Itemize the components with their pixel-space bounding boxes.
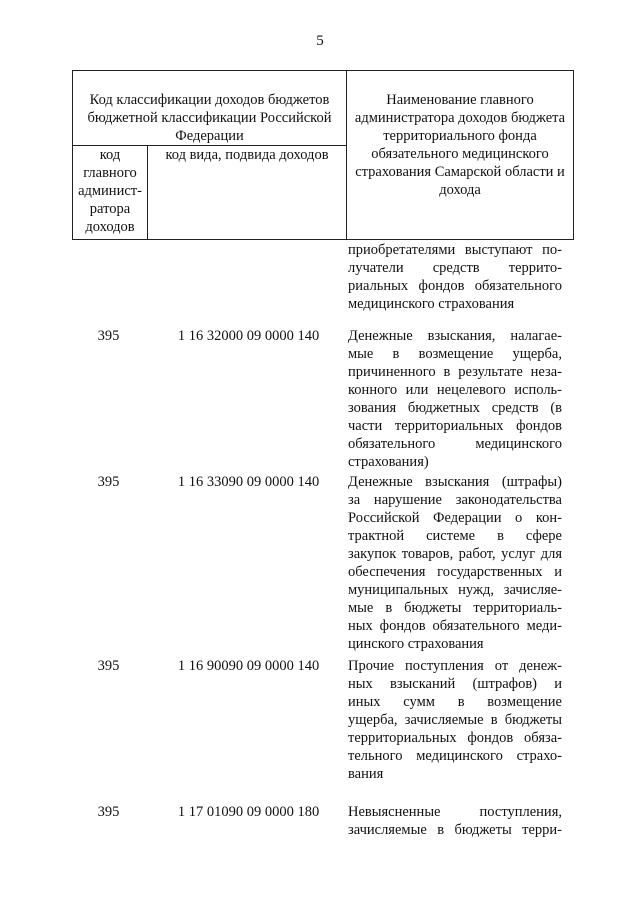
name-line: ных взысканий (штрафов) и (348, 676, 562, 692)
name-line: обязательного медицинского (348, 436, 562, 452)
admin-code-cell: 395 (97, 658, 120, 674)
name-line: иных сумм в возмещение (348, 694, 562, 710)
name-line: Денежные взыскания (штрафы) (348, 474, 562, 490)
name-line: обеспечения государственных и (348, 564, 562, 580)
name-line: закупок товаров, работ, услуг для (348, 546, 562, 562)
name-line: трактной системе в сфере (348, 528, 562, 544)
name-line: ных фондов обязательного меди- (348, 618, 562, 634)
income-name-cell (348, 473, 562, 653)
name-line: лучатели средств террито- (348, 260, 562, 276)
header-table (72, 70, 574, 240)
header-name: Наименование главного администратора доходов бюджета территориального фонда обязательного медицинского страхования Самарской области и дохода (347, 71, 574, 240)
name-line: ущерба, зачисляемые в бюджеты (348, 712, 562, 728)
name-line: приобретателями выступают по- (348, 242, 562, 258)
name-line: риальных фондов обязательного (348, 278, 562, 294)
page-number: 5 (316, 33, 324, 49)
name-line: зачисляемые в бюджеты терри- (348, 822, 562, 838)
income-name-cell (348, 327, 562, 471)
header-admin-code (73, 146, 148, 240)
name-line: конного или нецелевого исполь- (348, 382, 562, 398)
table-row (72, 473, 573, 657)
name-line: мые в бюджеты территориаль- (348, 600, 562, 616)
name-line: Невыясненные поступления, (348, 804, 562, 820)
table-row (72, 657, 573, 803)
name-line: за нарушение законодательства (348, 492, 562, 508)
income-name-cell (348, 657, 562, 783)
name-line: причиненного в результате неза- (348, 364, 562, 380)
table-body (72, 241, 573, 843)
name-line: вания (348, 766, 384, 782)
header-group: Код классификации доходов бюджетов бюджетной классификации Российской Федерации (73, 71, 347, 146)
name-line: зования бюджетных средств (в (348, 400, 562, 416)
income-name-cell (348, 803, 562, 839)
name-line: территориальных фондов обяза- (348, 730, 562, 746)
name-line: медицинского страхования (348, 296, 515, 312)
name-line: Прочие поступления от денеж- (348, 658, 562, 674)
header-income-code: код вида, подвида доходов (148, 146, 347, 240)
name-line: части территориальных фондов (348, 418, 562, 434)
admin-code-cell: 395 (97, 804, 120, 820)
admin-code-cell: 395 (97, 474, 120, 490)
table-row (72, 327, 573, 473)
admin-code-cell: 395 (97, 328, 120, 344)
header-admin-code-text: код главного админист-ратора доходов (78, 147, 142, 235)
name-line: муниципальных нужд, зачисляе- (348, 582, 562, 598)
name-line: Российской Федерации о кон- (348, 510, 562, 526)
income-code-cell: 1 16 90090 09 0000 140 (177, 658, 320, 674)
income-code-cell: 1 16 33090 09 0000 140 (177, 474, 320, 490)
name-line: цинского страхования (348, 636, 484, 652)
income-code-cell: 1 16 32000 09 0000 140 (177, 328, 320, 344)
income-name-cell (348, 241, 562, 313)
name-line: Денежные взыскания, налагае- (348, 328, 562, 344)
name-line: страхования) (348, 454, 429, 470)
income-code-cell: 1 17 01090 09 0000 180 (177, 804, 320, 820)
name-line: тельного медицинского страхо- (348, 748, 562, 764)
name-line: мые в возмещение ущерба, (348, 346, 562, 362)
table-row (72, 241, 573, 327)
table-row (72, 803, 573, 843)
